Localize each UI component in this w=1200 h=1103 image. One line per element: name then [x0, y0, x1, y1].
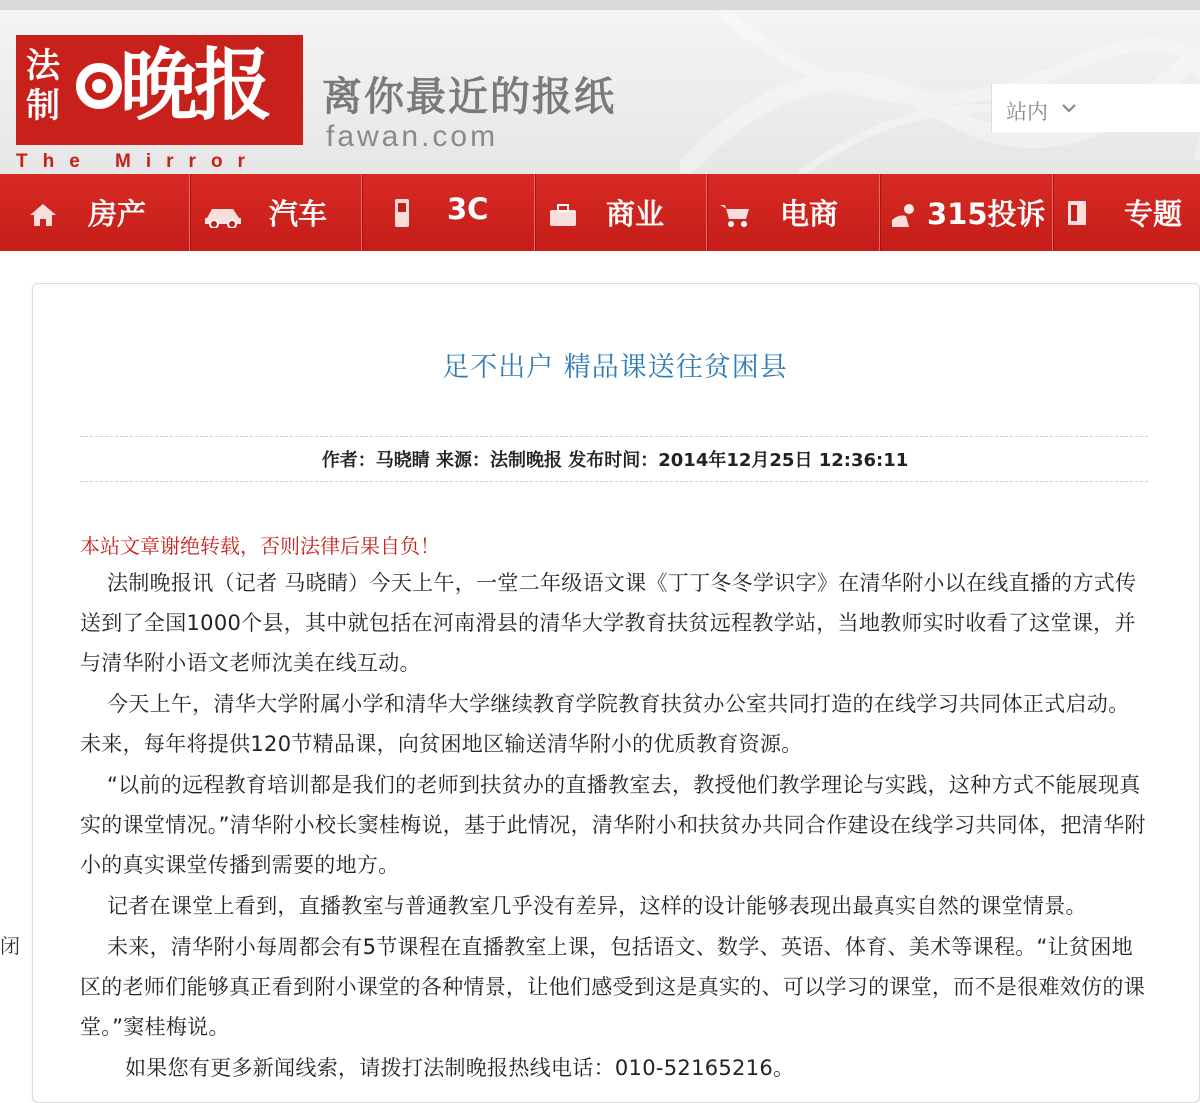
divider [80, 481, 1148, 482]
copyright-warning: 本站文章谢绝转载，否则法律后果自负！ [80, 534, 440, 558]
nav-label: 315投诉 [927, 197, 1046, 231]
nav-label: 专题 [1124, 197, 1183, 231]
nav-item-car[interactable] [190, 174, 362, 251]
nav-item-3c[interactable] [362, 174, 535, 251]
logo-char-1: 法 [26, 46, 60, 86]
article-meta: 作者：马晓睛 来源：法制晚报 发布时间：2014年12月25日 12:36:11 [321, 450, 909, 471]
nav-label: 汽车 [269, 197, 328, 231]
article-paragraph: 今天上午，清华大学附属小学和清华大学继续教育学院教育扶贫办公室共同打造的在线学习共同体正式启动。未来，每年将提供120节精品课，向贫困地区输送清华附小的优质教育资源。 [80, 692, 1130, 756]
main-nav [0, 174, 1200, 251]
site-logo[interactable] [16, 35, 303, 145]
site-slogan: 离你最近的报纸 [322, 74, 616, 120]
book-icon [1066, 199, 1088, 227]
nav-item-ecommerce[interactable] [707, 174, 880, 251]
nav-label: 房产 [88, 197, 147, 231]
article-paragraph: 法制晚报讯（记者 马晓睛）今天上午，一堂二年级语文课《丁丁冬冬学识字》在清华附小以在线直播的方式传送到了全国1000个县，其中就包括在河南滑县的清华大学教育扶贫远程教学站，当地教师实时收看了这堂课，并与清华附小语文老师沈美在线互动。 [80, 571, 1137, 675]
article-paragraph: “以前的远程教育培训都是我们的老师到扶贫办的直播教室去，教授他们教学理论与实践，这种方式不能展现真实的课堂情况。”清华附小校长窦桂梅说，基于此情况，清华附小和扶贫办共同合作建设在线学习共同体，把清华附小的真实课堂传播到需要的地方。 [80, 773, 1146, 877]
nav-item-house[interactable] [0, 174, 190, 251]
site-header [0, 10, 1200, 174]
logo-char-2: 制 [26, 86, 60, 126]
article-paragraph-hotline: 如果您有更多新闻线索，请拨打法制晚报热线电话：010-52165216。 [125, 1056, 795, 1080]
megaphone-icon [889, 202, 921, 228]
logo-ring-dot-icon [92, 79, 106, 93]
phone-icon [393, 198, 411, 228]
top-strip [0, 0, 1200, 10]
briefcase-icon [548, 202, 578, 228]
nav-item-complaint[interactable] [880, 174, 1053, 251]
article-paragraph: 记者在课堂上看到，直播教室与普通教室几乎没有差异，这样的设计能够表现出最真实自然的课堂情景。 [107, 894, 1087, 918]
house-icon [28, 202, 58, 228]
nav-item-business[interactable] [535, 174, 707, 251]
nav-item-topics[interactable] [1053, 174, 1200, 251]
search-scope-label: 站内 [1006, 100, 1048, 124]
nav-label: 电商 [780, 197, 839, 231]
logo-title: 晚报 [120, 40, 269, 131]
divider [80, 436, 1148, 437]
article-title: 足不出户 精品课送往贫困县 [442, 352, 788, 383]
article-paragraph: 未来，清华附小每周都会有5节课程在直播教室上课，包括语文、数学、英语、体育、美术等课程。“让贫困地区的老师们能够真正看到附小课堂的各种情景，让他们感受到这是真实的、可以学习的课堂，而不是很难效仿的课堂。”窦桂梅说。 [80, 935, 1145, 1039]
logo-subtitle: The Mirror [16, 151, 260, 172]
cart-icon [718, 202, 752, 228]
car-icon [203, 202, 243, 228]
nav-label: 商业 [606, 197, 665, 231]
site-domain: fawan.com [326, 120, 499, 153]
search-scope-select[interactable] [991, 84, 1200, 132]
left-edge-text: 闭 [0, 934, 20, 958]
chevron-down-icon [1062, 103, 1076, 113]
nav-label: 3C [447, 192, 489, 226]
